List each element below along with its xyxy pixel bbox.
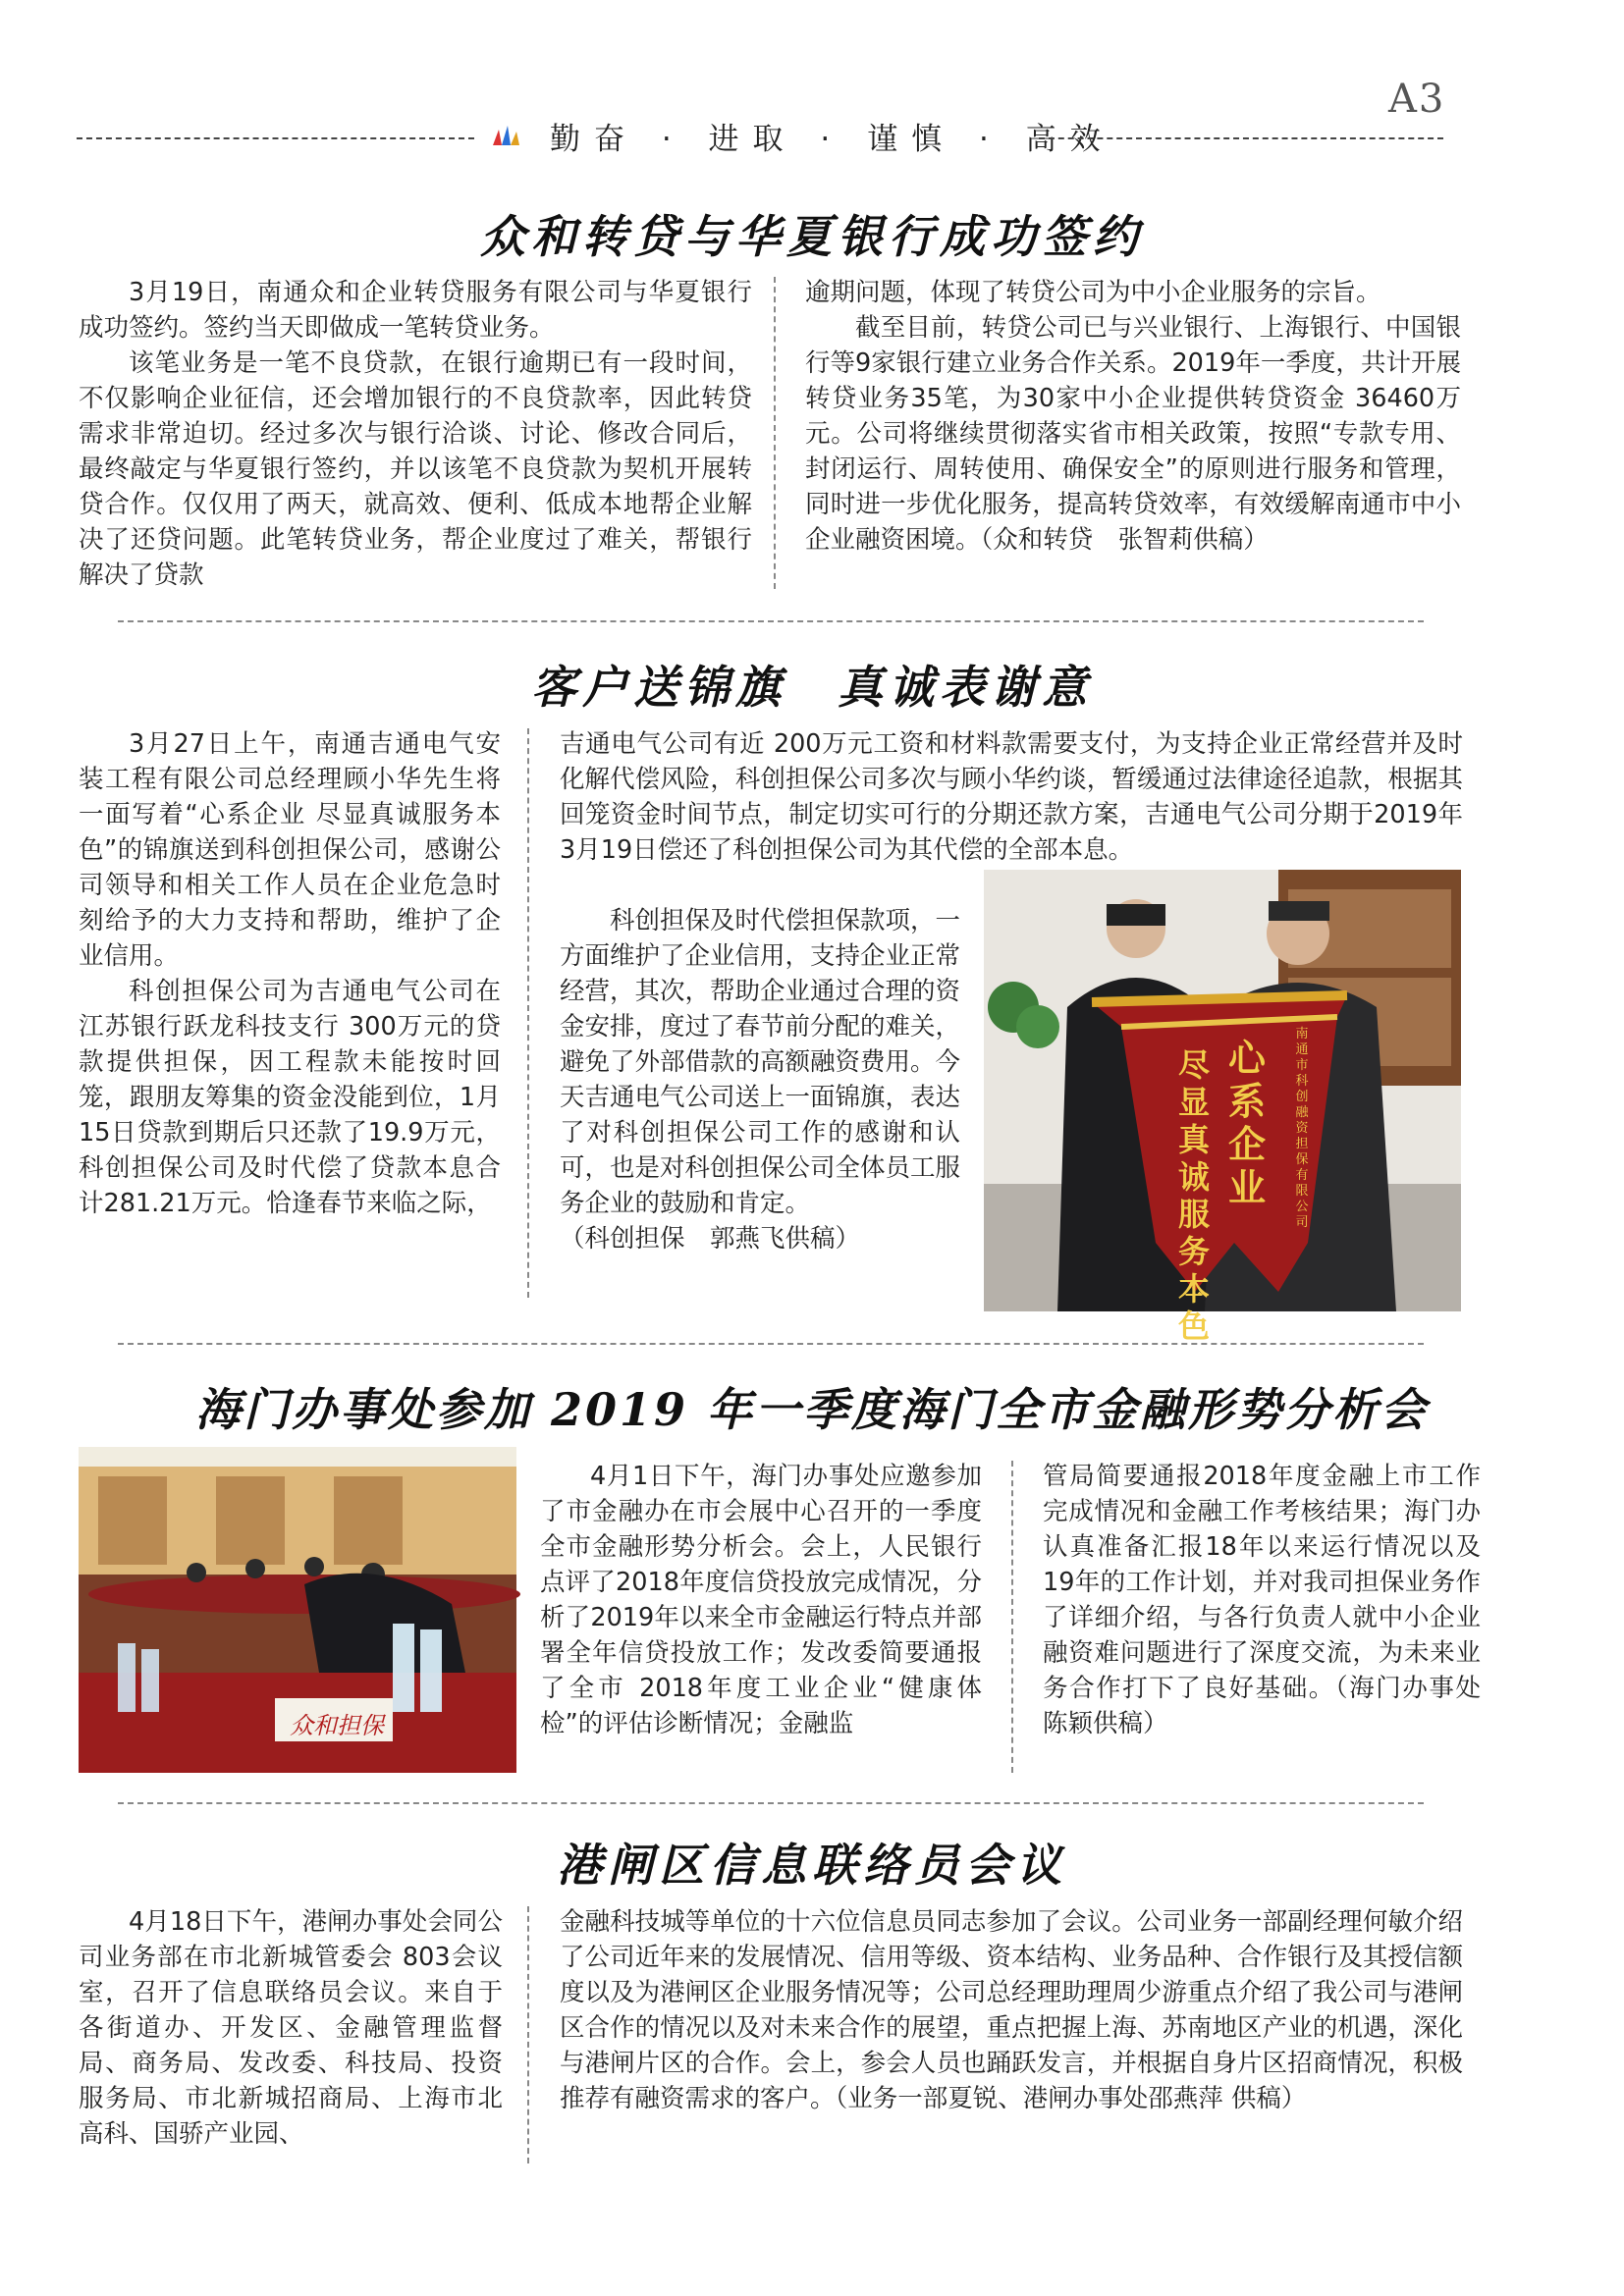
article2-paragraph: 科创担保公司为吉通电气公司在江苏银行跃龙科技支行 300万元的贷款提供担保，因工程款未能按时回笼，跟朋友筹集的资金没能到位，1月15日贷款到期后只还款了19.9万元，科创担保公司及时代偿了贷款本息合计281.21万元。恰逢春节来临之际， xyxy=(79,977,501,1218)
banner-photo xyxy=(984,870,1461,1345)
article1-paragraph: 该笔业务是一笔不良贷款，在银行逾期已有一段时间，不仅影响企业征信，还会增加银行的不良贷款率，因此转贷需求非常迫切。经过多次与银行洽谈、讨论、修改合同后，最终敲定与华夏银行签约，并以该笔不良贷款为契机开展转贷合作。仅仅用了两天，就高效、便利、低成本地帮企业解决了还贷问题。此笔转贷业务，帮企业度过了难关，帮银行解决了贷款 xyxy=(79,348,752,590)
logo-icon xyxy=(491,122,522,147)
banner-giver-text: 南通市科创融资担保有限公司 xyxy=(1295,1027,1309,1230)
article2-paragraph: 3月27日上午，南通吉通电气安装工程有限公司总经理顾小华先生将一面写着“心系企业 尽显真诚服务本色”的锦旗送到科创担保公司，感谢公司领导和相关工作人员在企业危急时刻给予的大力支持和帮助，维护了企业信用。 xyxy=(79,729,501,971)
header-motto: 勤奋 · 进取 · 谨慎 · 高效 xyxy=(550,122,1114,157)
article1-title: 众和转贷与华夏银行成功签约 xyxy=(480,210,1144,263)
article1-paragraph: 截至目前，转贷公司已与兴业银行、上海银行、中国银行等9家银行建立业务合作关系。2019年一季度，共计开展转贷业务35笔，为30家中小企业提供转贷资金 36460万元。公司将继续贯彻落实省市相关政策，按照“专款专用、封闭运行、周转使用、确保安全”的原则进行服务和管理，同时进一步优化服务，提高转贷效率，有效缓解南通市中小企业融资困境。（众和转贷 张智莉供稿） xyxy=(805,313,1461,555)
page-number: A3 xyxy=(1388,77,1446,122)
banner-main-text: 心系企业 xyxy=(1227,1037,1266,1209)
article1-column-divider xyxy=(774,277,776,589)
meeting-table-sign: 众和担保 xyxy=(290,1712,384,1739)
article2-byline: （科创担保 郭燕飞供稿） xyxy=(560,1224,861,1254)
article4-column-divider xyxy=(527,1906,529,2163)
article4-column-right xyxy=(560,1904,1463,2116)
article2-paragraph: 吉通电气公司有近 200万元工资和材料款需要支付，为支持企业正常经营并及时化解代偿风险，科创担保公司多次与顾小华约谈，暂缓通过法律途径追款，根据其回笼资金时间节点，制定切实可行的分期还款方案，吉通电气公司分期于2019年3月19日偿还了科创担保公司为其代偿的全部本息。 xyxy=(560,729,1463,865)
article3-column-middle xyxy=(540,1459,982,1741)
article4-column-left xyxy=(79,1904,503,2152)
article1-paragraph: 逾期问题，体现了转贷公司为中小企业服务的宗旨。 xyxy=(805,278,1381,307)
section-divider xyxy=(118,1802,1424,1804)
article3-column-right xyxy=(1043,1459,1506,1741)
section-divider xyxy=(118,1343,1424,1345)
article2-title: 客户送锦旗 真诚表谢意 xyxy=(531,661,1093,714)
article4-paragraph: 4月18日下午，港闸办事处会同公司业务部在市北新城管委会 803会议室，召开了信息联络员会议。来自于各街道办、开发区、金融管理监督局、商务局、发改委、科技局、投资服务局、市北新城招商局、上海市北高科、国骄产业园、 xyxy=(79,1907,503,2149)
banner-sub-text: 尽显真诚服务本色 xyxy=(1177,1046,1210,1345)
section-divider xyxy=(118,620,1424,622)
header-rule-right xyxy=(1039,137,1443,139)
article2-column-left xyxy=(79,726,501,1221)
article3-paragraph: 管局简要通报2018年度金融上市工作完成情况和金融工作考核结果；海门办认真准备汇报18年以来运行情况以及19年的工作计划，并对我司担保业务作了详细介绍，与各行负责人就中小企业融资难问题进行了深度交流，为未来业务合作打下了良好基础。（海门办事处 陈颖供稿） xyxy=(1043,1462,1506,1738)
article2-column-right-bottom xyxy=(560,903,960,1256)
banner-photo-illustration xyxy=(984,870,1461,1311)
article4-paragraph: 金融科技城等单位的十六位信息员同志参加了会议。公司业务一部副经理何敏介绍了公司近年来的发展情况、信用等级、资本结构、业务品种、合作银行及其授信额度以及为港闸区企业服务情况等；公司总经理助理周少游重点介绍了我公司与港闸区合作的情况以及对未来合作的展望，重点把握上海、苏南地区产业的机遇，深化与港闸片区的合作。会上，参会人员也踊跃发言，并根据自身片区招商情况，积极推荐有融资需求的客户。（业务一部夏锐、港闸办事处邵燕萍 供稿） xyxy=(560,1907,1463,2113)
article1-paragraph: 3月19日，南通众和企业转贷服务有限公司与华夏银行成功签约。签约当天即做成一笔转贷业务。 xyxy=(79,278,752,343)
article1-column-right xyxy=(805,275,1461,558)
article2-paragraph: 科创担保及时代偿担保款项，一方面维护了企业信用，支持企业正常经营，其次，帮助企业通过合理的资金安排，度过了春节前分配的难关，避免了外部借款的高额融资费用。今天吉通电气公司送上一面锦旗，表达了对科创担保公司工作的感谢和认可，也是对科创担保公司全体员工服务企业的鼓励和肯定。 xyxy=(560,906,961,1218)
article3-title: 海门办事处参加 2019 年一季度海门全市金融形势分析会 xyxy=(194,1383,1430,1436)
article2-column-right-top xyxy=(560,726,1463,868)
article1-column-left xyxy=(79,275,752,593)
article3-paragraph: 4月1日下午，海门办事处应邀参加了市金融办在市会展中心召开的一季度全市金融形势分析会。会上，人民银行点评了2018年度信贷投放完成情况，分析了2019年以来全市金融运行特点并部署全年信贷投放工作；发改委简要通报了全市 2018年度工业企业“健康体检”的评估诊断情况；金融监 xyxy=(540,1462,982,1738)
article3-column-divider xyxy=(1011,1461,1013,1773)
header-rule-left xyxy=(77,137,474,139)
meeting-photo xyxy=(79,1447,516,1773)
article4-title: 港闸区信息联络员会议 xyxy=(557,1839,1067,1892)
article2-column-divider xyxy=(527,728,529,1298)
